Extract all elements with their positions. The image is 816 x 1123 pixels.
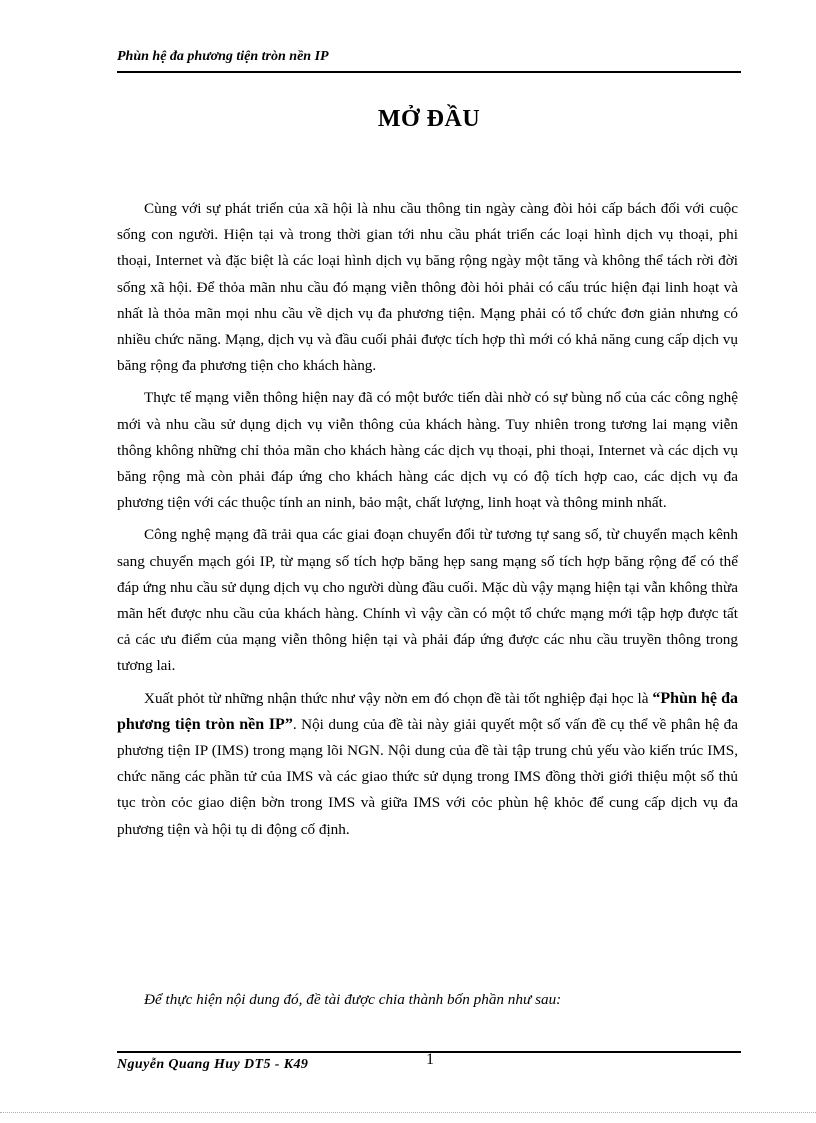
section-title: MỞ ĐẦU [377,106,481,132]
outline-intro: Để thực hiện nội dung đó, đề tài được chia thành bốn phần như sau: [144,991,562,1008]
page-header [117,47,741,73]
paragraph-3: Công nghệ mạng đã trải qua các giai đoạn chuyển đổi từ tương tự sang số, từ chuyển mạch kênh sang chuyển mạch gói IP, từ mạng số tích hợp băng hẹp sang mạng số tích hợp băng rộng để có thể đáp ứng nhu cầu sử dụng dịch vụ cho người dùng đầu cuối. Mặc dù vậy mạng hiện tại vẫn không thừa mãn hết được nhu cầu của khách hàng. Chính vì vậy cần có một tổ chức mạng mới tập hợp được tất cả các ưu điểm của mạng viễn thông hiện tại và phải đáp ứng được các nhu cầu truyền thông trong tương lai. [117,526,738,675]
footer-author: Nguyễn Quang Huy DT5 - K49 [117,1057,309,1072]
body-text [117,196,738,849]
paragraph-4-rest: . Nội dung của đề tài này giải quyết một số vấn đề cụ thể về phân hệ đa phương tiện IP (IMS) trong mạng lõi NGN. Nội dung của đề tài tập trung chủ yếu vào kiến trúc IMS, chức năng các phần tử của IMS và các giao thức sử dụng trong IMS đồng thời giới thiệu một số thủ tục tròn cỏc giao diện bờn trong IMS và giữa IMS với cỏc phùn hệ khỏc để cung cấp dịch vụ đa phương tiện và hội tụ di động cố định. [117,715,739,838]
page-number: 1 [426,1051,434,1068]
paragraph-2: Thực tế mạng viễn thông hiện nay đã có một bước tiến dài nhờ có sự bùng nổ của các công nghệ mới và nhu cầu sử dụng dịch vụ viễn thông của khách hàng. Tuy nhiên trong tương lai mạng viễn thông không những chỉ thỏa mãn cho khách hàng các dịch vụ thoại, phi thoại, Internet và các dịch vụ băng rộng mà còn phải đáp ứng cho khách hàng các dịch vụ có độ tích hợp cao, các dịch vụ đa phương tiện với các thuộc tính an ninh, bảo mật, chất lượng, linh hoạt và thông minh nhất. [117,389,738,512]
thesis-title: “Phùn hệ đa phương tiện tròn nền IP” [117,689,739,733]
paragraph-4 [117,686,738,843]
page-edge-divider [0,1112,816,1113]
paragraph-4-lead: Xuất phỏt từ những nhận thức như vậy nờn em đó chọn đề tài tốt nghiệp đại học là [144,689,653,707]
paragraph-1: Cùng với sự phát triển của xã hội là nhu cầu thông tin ngày càng đòi hỏi cấp bách đối với cuộc sống con người. Hiện tại và trong thời gian tới nhu cầu phát triển các loại hình dịch vụ thoại, phi thoại, Internet và đặc biệt là các loại hình dịch vụ băng rộng ngày một tăng và không thể tách rời đời sống xã hội. Để thỏa mãn nhu cầu đó mạng viễn thông đòi hỏi phải có cấu trúc hiện đại linh hoạt và nhất là thỏa mãn mọi nhu cầu về dịch vụ đa phương tiện. Mạng phải có tổ chức đơn giản nhưng có nhiều chức năng. Mạng, dịch vụ và đầu cuối phải được tích hợp thì mới có khả năng cung cấp dịch vụ băng rộng đa phương tiện cho khách hàng. [117,200,738,375]
running-title: Phùn hệ đa phương tiện tròn nền IP [117,49,329,64]
